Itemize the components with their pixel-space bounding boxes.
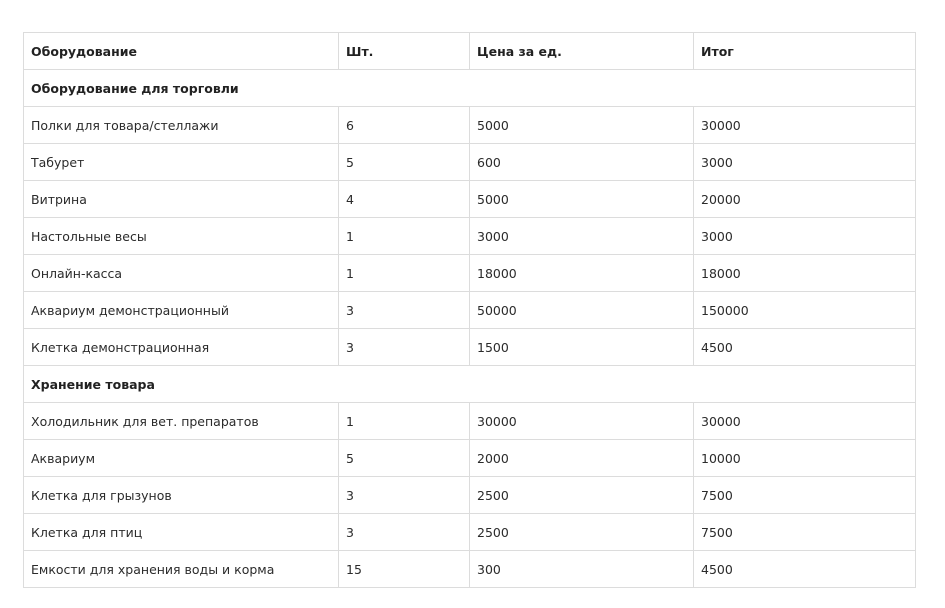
- header-equipment: Оборудование: [24, 33, 339, 70]
- cell-quantity: 3: [339, 514, 470, 551]
- table-row: [24, 107, 916, 144]
- table-row: [24, 440, 916, 477]
- cell-quantity: 3: [339, 329, 470, 366]
- cell-unit-price: 3000: [470, 218, 694, 255]
- cell-quantity: 6: [339, 107, 470, 144]
- section-title: Оборудование для торговли: [24, 70, 916, 107]
- table-row: [24, 255, 916, 292]
- cell-equipment: Клетка для грызунов: [24, 477, 339, 514]
- table-row: [24, 181, 916, 218]
- cell-unit-price: 2000: [470, 440, 694, 477]
- cell-equipment: Онлайн-касса: [24, 255, 339, 292]
- cell-equipment: Клетка для птиц: [24, 514, 339, 551]
- cell-equipment: Емкости для хранения воды и корма: [24, 551, 339, 588]
- cell-equipment: Витрина: [24, 181, 339, 218]
- cell-total: 7500: [694, 514, 916, 551]
- cell-unit-price: 2500: [470, 477, 694, 514]
- table-row: [24, 514, 916, 551]
- header-quantity: Шт.: [339, 33, 470, 70]
- table-row: [24, 551, 916, 588]
- table-header-row: [24, 33, 916, 70]
- table-row: [24, 144, 916, 181]
- cell-unit-price: 18000: [470, 255, 694, 292]
- cell-quantity: 3: [339, 477, 470, 514]
- cell-unit-price: 5000: [470, 107, 694, 144]
- cell-unit-price: 30000: [470, 403, 694, 440]
- cell-total: 30000: [694, 107, 916, 144]
- cell-equipment: Аквариум демонстрационный: [24, 292, 339, 329]
- cell-equipment: Холодильник для вет. препаратов: [24, 403, 339, 440]
- cell-total: 4500: [694, 551, 916, 588]
- table-row: [24, 292, 916, 329]
- cell-quantity: 1: [339, 218, 470, 255]
- table-row: [24, 477, 916, 514]
- cell-equipment: Табурет: [24, 144, 339, 181]
- cell-quantity: 5: [339, 144, 470, 181]
- section-row-goods-storage: [24, 366, 916, 403]
- cell-unit-price: 2500: [470, 514, 694, 551]
- cell-unit-price: 1500: [470, 329, 694, 366]
- cell-quantity: 5: [339, 440, 470, 477]
- table-row: [24, 403, 916, 440]
- cell-quantity: 1: [339, 255, 470, 292]
- header-unit-price: Цена за ед.: [470, 33, 694, 70]
- cell-equipment: Настольные весы: [24, 218, 339, 255]
- cell-equipment: Полки для товара/стеллажи: [24, 107, 339, 144]
- table-row: [24, 329, 916, 366]
- cell-total: 10000: [694, 440, 916, 477]
- equipment-table-container: [23, 32, 915, 588]
- header-total: Итог: [694, 33, 916, 70]
- cell-quantity: 3: [339, 292, 470, 329]
- table-row: [24, 218, 916, 255]
- cell-equipment: Аквариум: [24, 440, 339, 477]
- cell-quantity: 15: [339, 551, 470, 588]
- section-title: Хранение товара: [24, 366, 916, 403]
- cell-total: 3000: [694, 218, 916, 255]
- cell-total: 3000: [694, 144, 916, 181]
- cell-total: 30000: [694, 403, 916, 440]
- cell-unit-price: 300: [470, 551, 694, 588]
- cell-total: 20000: [694, 181, 916, 218]
- cell-total: 18000: [694, 255, 916, 292]
- cell-quantity: 4: [339, 181, 470, 218]
- cell-unit-price: 600: [470, 144, 694, 181]
- section-row-trade-equipment: [24, 70, 916, 107]
- cell-total: 7500: [694, 477, 916, 514]
- cell-total: 150000: [694, 292, 916, 329]
- cell-total: 4500: [694, 329, 916, 366]
- cell-quantity: 1: [339, 403, 470, 440]
- equipment-table: [23, 32, 916, 588]
- cell-unit-price: 50000: [470, 292, 694, 329]
- cell-equipment: Клетка демонстрационная: [24, 329, 339, 366]
- cell-unit-price: 5000: [470, 181, 694, 218]
